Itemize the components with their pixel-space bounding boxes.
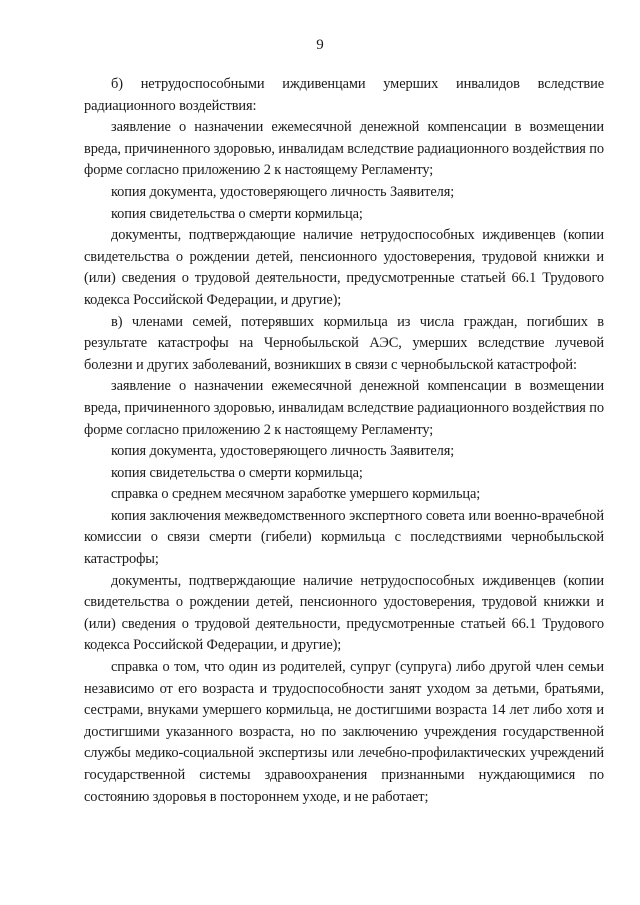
paragraph-dependents-of-disabled: б) нетрудоспособными иждивенцами умерших инвалидов вследствие радиационного воздействия: [84, 76, 604, 114]
paragraph-application: заявление о назначении ежемесячной денежной компенсации в возмещении вреда, причиненного здоровью, инвалидам вследствие радиационного воздействия по форме согласно приложению 2 к настоящему Регламенту; [84, 119, 604, 179]
paragraph-identity-document: копия документа, удостоверяющего личность Заявителя; [111, 443, 455, 460]
paragraph-family-members: в) членами семей, потерявших кормильца из числа граждан, погибших в результате катастрофы на Чернобыльской АЭС, умерших вследствие лучевой болезни и других заболеваний, возникших в связи с чернобыльской катастрофой: [84, 313, 604, 373]
paragraph-dependents-documents: документы, подтверждающие наличие нетрудоспособных иждивенцев (копии свидетельства о рождении детей, пенсионного удостоверения, трудовой книжки и (или) сведения о трудовой деятельности, предусмотренные статьей 66.1 Трудового кодекса Российской Федерации, и другие); [84, 227, 604, 308]
paragraph-expert-council-conclusion: копия заключения межведомственного экспертного совета или военно-врачебной комиссии о связи смерти (гибели) кормильца с последствиями чернобыльской катастрофы; [84, 507, 604, 568]
document-body [84, 74, 604, 808]
paragraph-average-earnings: справка о среднем месячном заработке умершего кормильца; [111, 486, 481, 503]
paragraph-death-certificate: копия свидетельства о смерти кормильца; [111, 205, 363, 222]
paragraph-death-certificate: копия свидетельства о смерти кормильца; [111, 464, 363, 481]
paragraph-caregiver-certificate: справка о том, что один из родителей, супруг (супруга) либо другой член семьи независимо от его возраста и трудоспособности занят уходом за детьми, братьями, сестрами, внуками умершего кормильца, не достигшими возраста 14 лет либо хотя и достигшими указанного возраста, но по заключению учреждения государственной службы медико-социальной экспертизы или лечебно-профилактических учреждений государственной системы здравоохранения признанными нуждающимися по состоянию здоровья в постороннем уходе, и не работает; [84, 659, 604, 805]
page-number: 9 [316, 37, 324, 53]
paragraph-application: заявление о назначении ежемесячной денежной компенсации в возмещении вреда, причиненного здоровью, инвалидам вследствие радиационного воздействия по форме согласно приложению 2 к настоящему Регламенту; [84, 378, 604, 438]
paragraph-dependents-documents: документы, подтверждающие наличие нетрудоспособных иждивенцев (копии свидетельства о рождении детей, пенсионного удостоверения, трудовой книжки и (или) сведения о трудовой деятельности, предусмотренные статьей 66.1 Трудового кодекса Российской Федерации, и другие); [84, 572, 604, 654]
paragraph-identity-document: копия документа, удостоверяющего личность Заявителя; [111, 183, 455, 200]
